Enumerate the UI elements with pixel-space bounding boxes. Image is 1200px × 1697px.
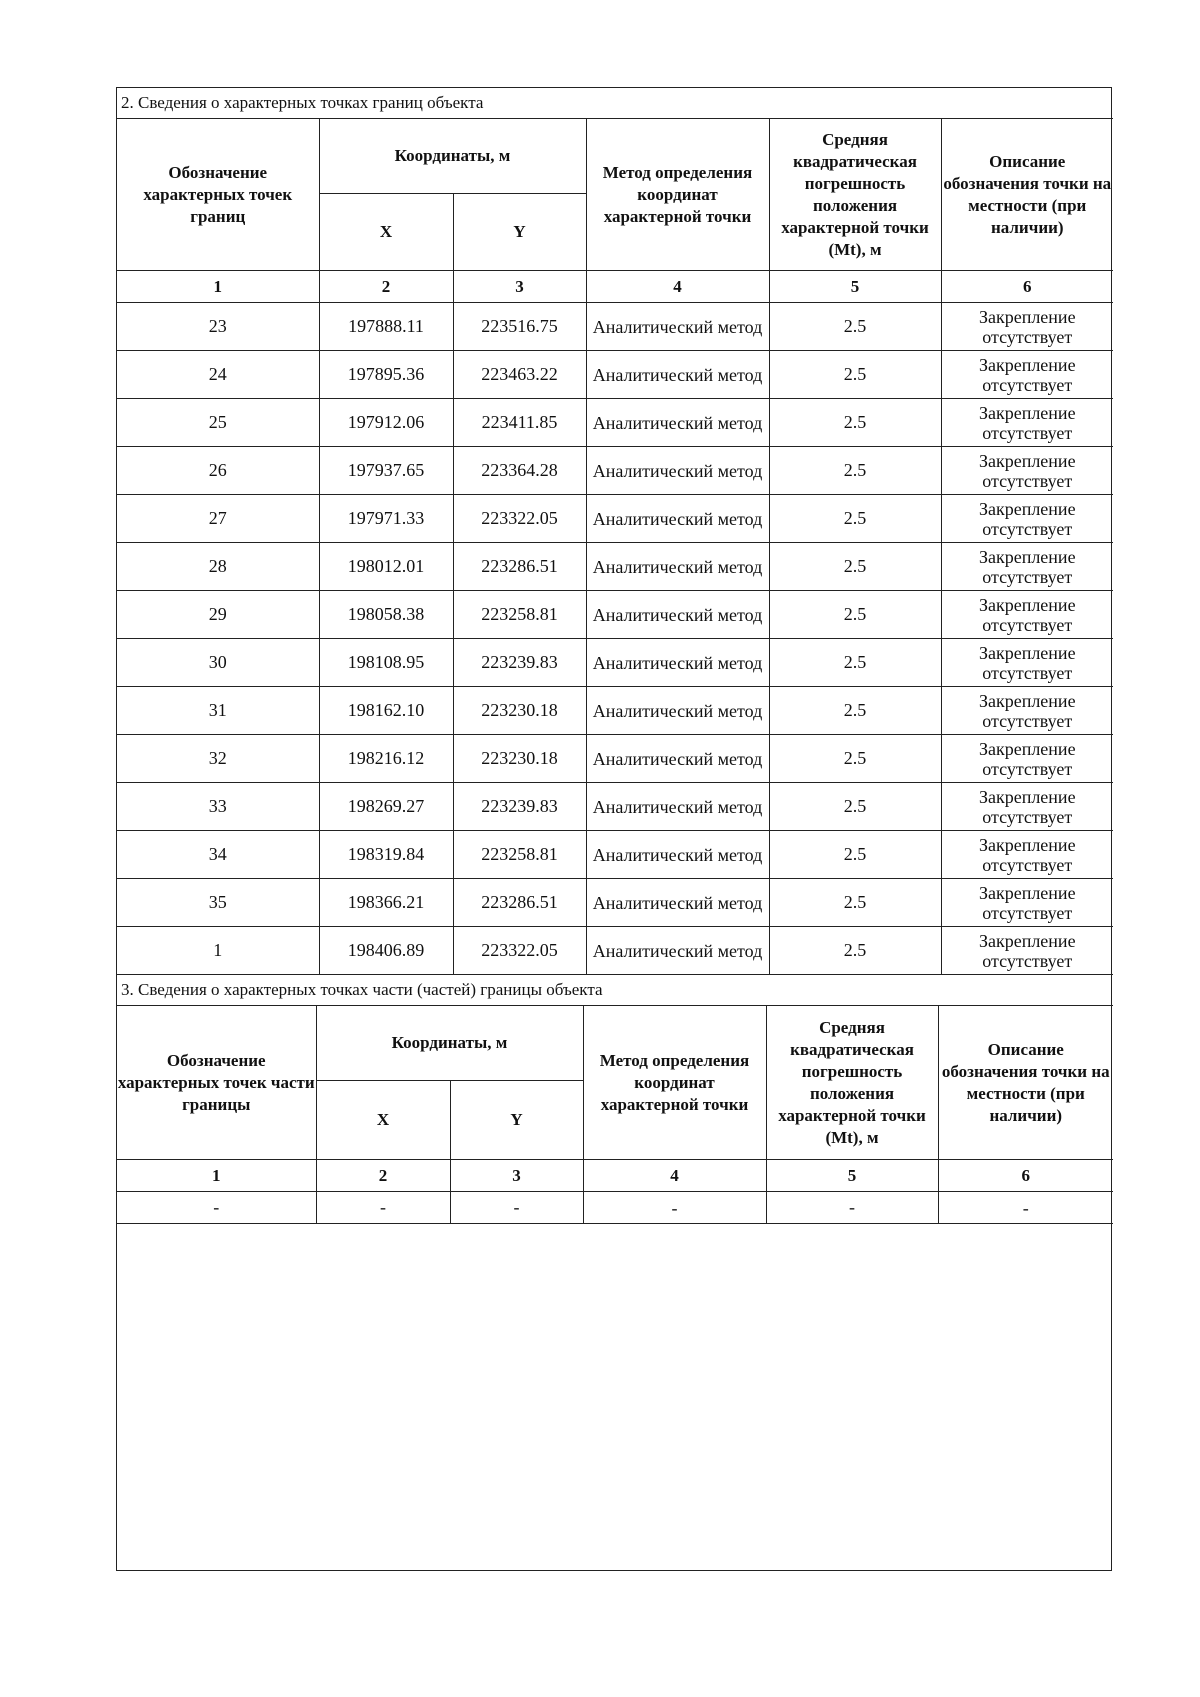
table-row xyxy=(117,783,1113,831)
coord-x: 198058.38 xyxy=(319,591,453,639)
error: 2.5 xyxy=(769,735,941,783)
point-number: 34 xyxy=(117,831,319,879)
header-coords: Координаты, м xyxy=(319,119,586,194)
colnum: 4 xyxy=(583,1160,766,1192)
colnum: 4 xyxy=(586,271,769,303)
coord-x: 197937.65 xyxy=(319,447,453,495)
coord-x: - xyxy=(316,1192,450,1224)
coord-y: 223230.18 xyxy=(453,687,586,735)
coord-x: 197971.33 xyxy=(319,495,453,543)
column-numbers xyxy=(117,1160,1113,1192)
error: 2.5 xyxy=(769,351,941,399)
description: Закрепление отсутствует xyxy=(941,687,1113,735)
point-number: 29 xyxy=(117,591,319,639)
description: Закрепление отсутствует xyxy=(941,879,1113,927)
point-number: 32 xyxy=(117,735,319,783)
error: 2.5 xyxy=(769,639,941,687)
table-row xyxy=(117,927,1113,975)
coord-x: 198216.12 xyxy=(319,735,453,783)
colnum: 6 xyxy=(938,1160,1113,1192)
colnum: 3 xyxy=(453,271,586,303)
coord-x: 197888.11 xyxy=(319,303,453,351)
coord-x: 197895.36 xyxy=(319,351,453,399)
description: Закрепление отсутствует xyxy=(941,303,1113,351)
method: Аналитический метод xyxy=(586,639,769,687)
coord-x: 197912.06 xyxy=(319,399,453,447)
error: 2.5 xyxy=(769,543,941,591)
error: 2.5 xyxy=(769,879,941,927)
method: Аналитический метод xyxy=(586,831,769,879)
colnum: 1 xyxy=(117,271,319,303)
document-sheet xyxy=(116,87,1112,1571)
coord-x: 198406.89 xyxy=(319,927,453,975)
point-number: 28 xyxy=(117,543,319,591)
table-row xyxy=(117,879,1113,927)
table-row xyxy=(117,591,1113,639)
header-y: Y xyxy=(453,194,586,271)
point-number: 31 xyxy=(117,687,319,735)
description: Закрепление отсутствует xyxy=(941,399,1113,447)
coord-x: 198319.84 xyxy=(319,831,453,879)
colnum: 2 xyxy=(319,271,453,303)
point-number: 26 xyxy=(117,447,319,495)
method: Аналитический метод xyxy=(586,927,769,975)
error: 2.5 xyxy=(769,447,941,495)
coord-y: 223258.81 xyxy=(453,591,586,639)
coord-x: 198269.27 xyxy=(319,783,453,831)
header-description: Описание обозначения точки на местности (при наличии) xyxy=(941,119,1113,271)
coord-y: 223516.75 xyxy=(453,303,586,351)
coord-y: 223239.83 xyxy=(453,783,586,831)
method: Аналитический метод xyxy=(586,879,769,927)
colnum: 3 xyxy=(450,1160,583,1192)
method: Аналитический метод xyxy=(586,303,769,351)
method: Аналитический метод xyxy=(586,351,769,399)
method: Аналитический метод xyxy=(586,783,769,831)
method: Аналитический метод xyxy=(586,735,769,783)
header-x: X xyxy=(319,194,453,271)
header-x: X xyxy=(316,1081,450,1160)
section-3-title: 3. Сведения о характерных точках части (частей) границы объекта xyxy=(117,975,1113,1006)
error: 2.5 xyxy=(769,927,941,975)
header-description: Описание обозначения точки на местности (при наличии) xyxy=(938,1006,1113,1160)
point-number: 30 xyxy=(117,639,319,687)
error: 2.5 xyxy=(769,399,941,447)
description: Закрепление отсутствует xyxy=(941,591,1113,639)
coord-y: 223230.18 xyxy=(453,735,586,783)
header-error: Средняя квадратическая погрешность положения характерной точки (Mt), м xyxy=(766,1006,938,1160)
point-number: 33 xyxy=(117,783,319,831)
boundary-points-table xyxy=(117,88,1113,975)
header-method: Метод определения координат характерной точки xyxy=(586,119,769,271)
coord-y: 223322.05 xyxy=(453,495,586,543)
description: Закрепление отсутствует xyxy=(941,495,1113,543)
method: Аналитический метод xyxy=(586,687,769,735)
method: Аналитический метод xyxy=(586,495,769,543)
coord-y: 223364.28 xyxy=(453,447,586,495)
table-row xyxy=(117,303,1113,351)
colnum: 5 xyxy=(769,271,941,303)
error: 2.5 xyxy=(769,303,941,351)
table-row xyxy=(117,687,1113,735)
coord-x: 198162.10 xyxy=(319,687,453,735)
table-row xyxy=(117,639,1113,687)
table-row xyxy=(117,1192,1113,1224)
method: Аналитический метод xyxy=(586,447,769,495)
point-number: 24 xyxy=(117,351,319,399)
table-row xyxy=(117,447,1113,495)
method: - xyxy=(583,1192,766,1224)
description: Закрепление отсутствует xyxy=(941,543,1113,591)
coord-y: - xyxy=(450,1192,583,1224)
header-method: Метод определения координат характерной точки xyxy=(583,1006,766,1160)
part-boundary-points-table xyxy=(117,975,1113,1544)
error: 2.5 xyxy=(769,831,941,879)
description: - xyxy=(938,1192,1113,1224)
table-row xyxy=(117,399,1113,447)
colnum: 6 xyxy=(941,271,1113,303)
empty-area xyxy=(117,1224,1113,1545)
column-numbers xyxy=(117,271,1113,303)
coord-y: 223286.51 xyxy=(453,543,586,591)
colnum: 5 xyxy=(766,1160,938,1192)
point-number: 1 xyxy=(117,927,319,975)
coord-y: 223411.85 xyxy=(453,399,586,447)
description: Закрепление отсутствует xyxy=(941,639,1113,687)
header-coords: Координаты, м xyxy=(316,1006,583,1081)
coord-x: 198366.21 xyxy=(319,879,453,927)
point-number: - xyxy=(117,1192,316,1224)
error: 2.5 xyxy=(769,495,941,543)
coord-x: 198108.95 xyxy=(319,639,453,687)
error: 2.5 xyxy=(769,591,941,639)
header-y: Y xyxy=(450,1081,583,1160)
section-2-title: 2. Сведения о характерных точках границ объекта xyxy=(117,88,1113,119)
point-number: 23 xyxy=(117,303,319,351)
coord-y: 223258.81 xyxy=(453,831,586,879)
description: Закрепление отсутствует xyxy=(941,927,1113,975)
coord-y: 223322.05 xyxy=(453,927,586,975)
coord-y: 223239.83 xyxy=(453,639,586,687)
colnum: 1 xyxy=(117,1160,316,1192)
error: 2.5 xyxy=(769,687,941,735)
point-number: 25 xyxy=(117,399,319,447)
table-row xyxy=(117,735,1113,783)
table-row xyxy=(117,351,1113,399)
description: Закрепление отсутствует xyxy=(941,831,1113,879)
description: Закрепление отсутствует xyxy=(941,735,1113,783)
coord-x: 198012.01 xyxy=(319,543,453,591)
table-row xyxy=(117,495,1113,543)
coord-y: 223463.22 xyxy=(453,351,586,399)
method: Аналитический метод xyxy=(586,591,769,639)
error: 2.5 xyxy=(769,783,941,831)
coord-y: 223286.51 xyxy=(453,879,586,927)
description: Закрепление отсутствует xyxy=(941,783,1113,831)
table-row xyxy=(117,543,1113,591)
method: Аналитический метод xyxy=(586,399,769,447)
error: - xyxy=(766,1192,938,1224)
description: Закрепление отсутствует xyxy=(941,351,1113,399)
header-error: Средняя квадратическая погрешность положения характерной точки (Mt), м xyxy=(769,119,941,271)
point-number: 27 xyxy=(117,495,319,543)
description: Закрепление отсутствует xyxy=(941,447,1113,495)
table-row xyxy=(117,831,1113,879)
header-designation: Обозначение характерных точек части границы xyxy=(117,1006,316,1160)
colnum: 2 xyxy=(316,1160,450,1192)
header-designation: Обозначение характерных точек границ xyxy=(117,119,319,271)
point-number: 35 xyxy=(117,879,319,927)
method: Аналитический метод xyxy=(586,543,769,591)
